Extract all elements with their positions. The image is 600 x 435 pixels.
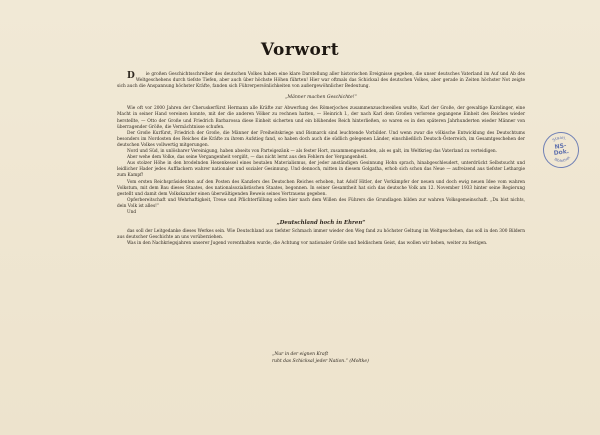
stamp-ns: NS- <box>554 141 567 151</box>
library-stamp <box>541 130 582 171</box>
paragraph: Wie oft vor 2000 Jahren der Cheruskerfürst Hermann alle Kräfte zur Abwerfung des Römerjoches zusammenzuschweißen wußte, Karl der Große, der gewaltige Karolinger, eine Macht in seiner Hand vereinen konnte, mit der die anderen Völker zu rechnen hatten, — Heinrich I., der nach Karl dem Großen verlorene gegangene Einheit des Reiches wieder herstellte, — Otto der Große und Friedrich Barbarossa diese Einheit sicherten und ein blühendes Reich hinterließen, so waren es in den späteren Jahrhunderten wieder Männer von überragender Größe, die Vermächtnisse schufen. <box>117 106 525 130</box>
stamp-bottom-text: Bibliothek <box>553 155 572 164</box>
closing-quote <box>272 352 452 365</box>
paragraph: Aus stolzer Höhe in den brodelnden Hexenkessel eines beutalen Materialismus, der jeder anständigen Gesinnung Hohn sprach, hinabgeschleudert, unterdrückt Selbstsucht und leidlicher Hader jedes Aufflackern wahrer nationaler und sozialer Gesinnung. Und dennoch, mitten in diesem Golgatha, erhob sich schon das Neue — aufreizend aus tiefster Lethargie zum Kampf! <box>117 161 525 179</box>
page-title: Vorwort <box>260 40 340 60</box>
paragraph: Der Große Kurfürst, Friedrich der Große, die Männer der Freiheitskriege und Bismarck sind leuchtende Vorbilder. Und wenn zwar die völkische Entwicklung des Deutschtums besonders im Nordosten des Reiches die Kräfte zu ihrem Aufstieg fand, so haben doch auch die südlich gelegenen Länder, einschließlich Deutsch-Österreich, im Gesamtgeschehen der deutschen Volkes vollwertig mitgerungen. <box>117 130 525 148</box>
stamp-dok: Dok. <box>553 147 570 158</box>
svg-text:Staatl. <box>551 134 568 143</box>
paragraph: Opferbereitschaft und Wehrhaftigkeit, Treue und Pflichterfüllung sollen hier nach dem Willen des Führers die Grundlagen bilden zur wahren Volksgemeinschaft. „Du bist nichts, dein Volk ist alles!“ <box>117 197 525 209</box>
svg-text:Bibliothek <box>553 154 572 164</box>
paragraph: das soll der Leitgedanke dieses Werkes sein. Wie Deutschland aus tiefster Schmach immer wieder den Weg fand zu höchster Geltung im Weltgeschehen, das soll in den 300 Bildern aus deutscher Geschichte an uns vorüberziehen. <box>117 229 525 241</box>
motto-maenner: „Männer machen Geschichte!“ <box>285 95 357 101</box>
paragraph: Vom ersten Reichspräsidenten auf den Posten des Kanzlers des Deutschen Reiches erhoben, hat Adolf Hitler, der Vorkämpfer der neuen und doch ewig neuen Idee vom wahren Volkstum, mit dem Bau dieses Staates, des nationalsozialistischen Staates, begonnen. In seiner Gesamtheit hat sich das deutsche Volk am 12. November 1933 hinter seine Regierung gestellt und damit dem Volkskanzler einen überwältigenden Beweis seines Vertrauens gegeben. <box>117 179 525 197</box>
stamp-ring <box>542 131 580 169</box>
stamp-top-text: Staatl. <box>551 134 568 143</box>
motto-deutschland: „Deutschland hoch in Ehren“ <box>276 220 366 227</box>
quote-line: ruht das Schicksal jeder Nation.“ (Moltke) <box>272 358 369 364</box>
paragraph: Was in den Nachkriegsjahren unserer Jugend vorenthalten wurde, die Achtung vor nationaler Größe und heldischem Geist, das wollen wir heben, weiter zu festigen. <box>127 241 488 247</box>
paragraph: Aber wehe dem Volke, das seine Vergangenheit vergißt, — das nicht lernt aus den Fehlern der Vergangenheit. <box>127 155 368 161</box>
paragraph: Und <box>127 209 137 215</box>
quote-line: „Nur in der eignen Kraft <box>272 352 329 357</box>
body-text <box>117 72 525 247</box>
paragraph: Nord und Süd, in unlösbarer Vereinigung, haben abseits von Parteigezänk — als fester Hort, zusammengestanden, als es galt, im Weltkrieg das Vaterland zu verteidigen. <box>127 149 498 155</box>
paragraph: Die großen Geschichtsschreiber des deutschen Volkes haben eine klare Darstellung aller historischen Ereignisse gegeben, die unser deutsches Vaterland im Auf und Ab des Weltgeschehens durch tiefste Tiefen, aber auch über höchste Höhen führten! Hier war oftmals das Schicksal des deutschen Volkes, aber gerade in Zeiten höchster Not zeigte sich auch die Anspannung höchster Kräfte, fanden sich Führerpersönlichkeiten von außergewöhnlicher Bedeutung. <box>117 71 525 90</box>
